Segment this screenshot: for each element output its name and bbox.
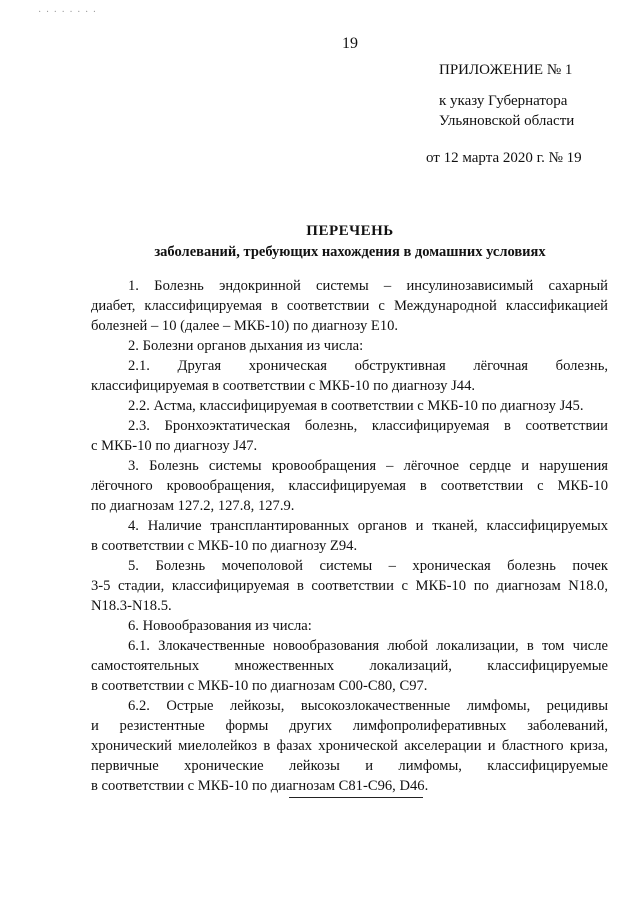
body-line: 1. Болезнь эндокринной системы – инсулинозависимый сахарный <box>128 278 608 294</box>
body-line: диабет, классифицируемая в соответствии с Международной классификацией <box>91 298 608 314</box>
body-line: 2.2. Астма, классифицируемая в соответствии с МКБ-10 по диагнозу J45. <box>128 398 584 414</box>
body-line: лёгочного кровообращения, классифицируемая в соответствии с МКБ-10 <box>91 478 608 494</box>
region-name: Ульяновской области <box>439 113 575 129</box>
body-line: 2. Болезни органов дыхания из числа: <box>128 338 364 354</box>
body-line: хронический миелолейкоз в фазах хронической акселерации и бластного криза, <box>91 738 608 754</box>
body-line: 5. Болезнь мочеполовой системы – хроническая болезнь почек <box>128 558 608 574</box>
body-line: N18.3-N18.5. <box>91 598 172 614</box>
body-line: 6.1. Злокачественные новообразования любой локализации, в том числе <box>128 638 608 654</box>
body-line: 3-5 стадии, классифицируемая в соответствии с МКБ-10 по диагнозам N18.0, <box>91 578 608 594</box>
body-line: первичные хронические лейкозы и лимфомы, классифицируемые <box>91 758 608 774</box>
document-subtitle: заболеваний, требующих нахождения в домашних условиях <box>154 244 546 260</box>
body-line: в соответствии с МКБ-10 по диагнозу Z94. <box>91 538 358 554</box>
body-line: по диагнозам 127.2, 127.8, 127.9. <box>91 498 295 514</box>
document-title: ПЕРЕЧЕНЬ <box>306 223 394 239</box>
top-mark: · · · · · · · · <box>38 7 98 18</box>
body-line: самостоятельных множественных локализаций, классифицируемые <box>91 658 608 674</box>
body-line: и резистентные формы других лимфопролиферативных заболеваний, <box>91 718 608 734</box>
body-line: 6. Новообразования из числа: <box>128 618 312 634</box>
body-line: 6.2. Острые лейкозы, высокозлокачественные лимфомы, рецидивы <box>128 698 608 714</box>
body-line: 3. Болезнь системы кровообращения – лёгочное сердце и нарушения <box>128 458 608 474</box>
decree-date: от 12 марта 2020 г. № 19 <box>426 150 582 166</box>
body-line: в соответствии с МКБ-10 по диагнозам С00-С80, С97. <box>91 678 428 694</box>
body-line: 2.1. Другая хроническая обструктивная лёгочная болезнь, <box>128 358 608 374</box>
appendix-title: ПРИЛОЖЕНИЕ № 1 <box>439 62 573 78</box>
page-number: 19 <box>342 35 358 52</box>
decree-reference: к указу Губернатора <box>439 93 568 109</box>
signature-line-divider <box>289 797 423 798</box>
document-body <box>91 276 608 796</box>
body-line: 2.3. Бронхоэктатическая болезнь, классифицируемая в соответствии <box>128 418 608 434</box>
body-line: классифицируемая в соответствии с МКБ-10 по диагнозу J44. <box>91 378 476 394</box>
body-line: в соответствии с МКБ-10 по диагнозам С81-С96, D46. <box>91 778 429 794</box>
body-line: болезней – 10 (далее – МКБ-10) по диагнозу Е10. <box>91 318 399 334</box>
body-line: с МКБ-10 по диагнозу J47. <box>91 438 258 454</box>
body-line: 4. Наличие трансплантированных органов и тканей, классифицируемых <box>128 518 608 534</box>
